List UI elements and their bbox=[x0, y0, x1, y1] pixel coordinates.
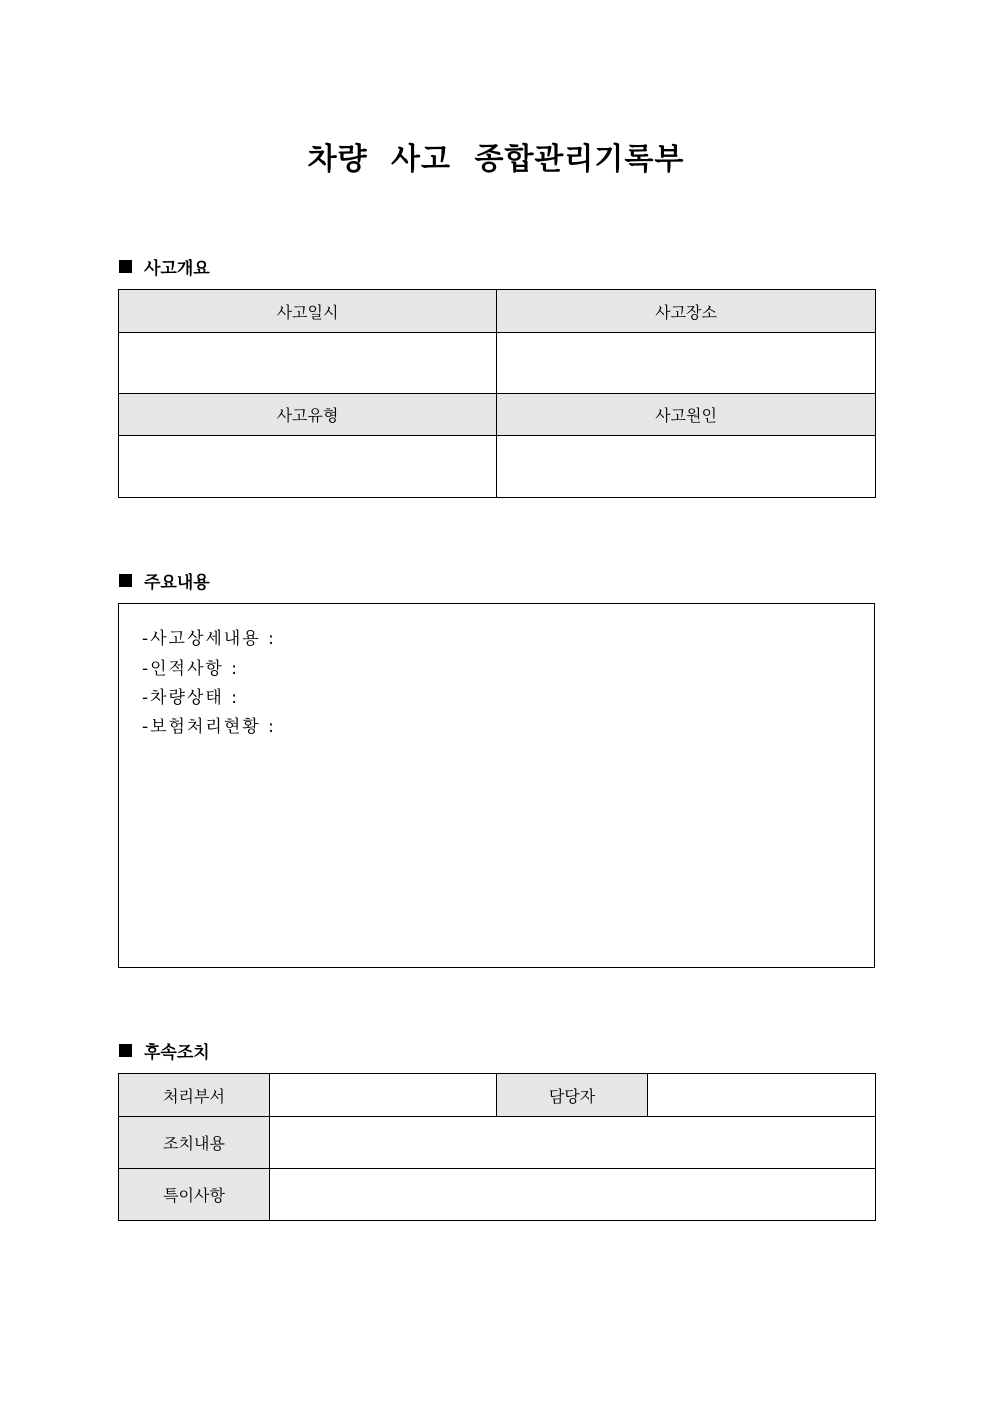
overview-table bbox=[118, 289, 876, 498]
detail-line: -사고상세내용 : bbox=[142, 629, 276, 649]
section-heading-label: 후속조치 bbox=[144, 1043, 210, 1063]
section-heading-main bbox=[119, 568, 210, 593]
page-title: 차량 사고 종합관리기록부 bbox=[307, 142, 685, 177]
remarks-label: 특이사항 bbox=[119, 1169, 270, 1221]
remarks-field[interactable] bbox=[270, 1169, 876, 1221]
followup-table bbox=[118, 1073, 876, 1221]
department-label: 처리부서 bbox=[119, 1074, 270, 1117]
personal-info-line: -인적사항 : bbox=[142, 659, 239, 679]
accident-datetime-field[interactable] bbox=[119, 333, 497, 394]
action-field[interactable] bbox=[270, 1117, 876, 1169]
section-heading-label: 사고개요 bbox=[144, 259, 210, 279]
accident-type-field[interactable] bbox=[119, 436, 497, 498]
accident-datetime-label: 사고일시 bbox=[119, 290, 497, 333]
section-heading-overview bbox=[119, 254, 210, 279]
section-heading-label: 주요내용 bbox=[144, 573, 210, 593]
action-label: 조치내용 bbox=[119, 1117, 270, 1169]
accident-type-label: 사고유형 bbox=[119, 394, 497, 436]
department-field[interactable] bbox=[270, 1074, 497, 1117]
square-bullet-icon bbox=[119, 574, 132, 587]
accident-place-field[interactable] bbox=[497, 333, 876, 394]
manager-label: 담당자 bbox=[497, 1074, 648, 1117]
vehicle-status-line: -차량상태 : bbox=[142, 688, 239, 708]
main-content-box[interactable] bbox=[118, 603, 875, 968]
section-heading-followup bbox=[119, 1038, 210, 1063]
square-bullet-icon bbox=[119, 260, 132, 273]
square-bullet-icon bbox=[119, 1044, 132, 1057]
accident-cause-field[interactable] bbox=[497, 436, 876, 498]
accident-cause-label: 사고원인 bbox=[497, 394, 876, 436]
insurance-status-line: -보험처리현황 : bbox=[142, 717, 276, 737]
accident-place-label: 사고장소 bbox=[497, 290, 876, 333]
manager-field[interactable] bbox=[648, 1074, 876, 1117]
